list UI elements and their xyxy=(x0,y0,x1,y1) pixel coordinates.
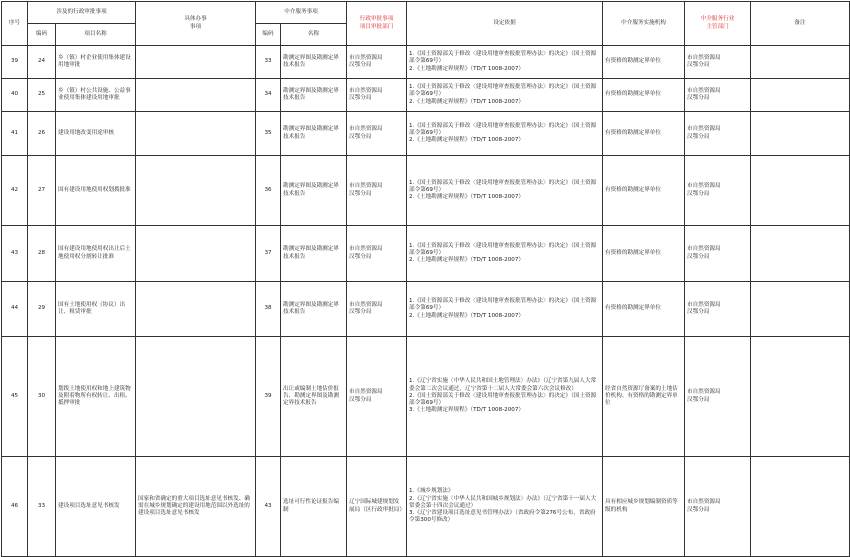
cell-inter-name: 勘测定界图及勘测定界技术报告 xyxy=(281,282,347,337)
cell-specific: 国家和省确定的重大项目选址意见书核发、确需在城乡规划确定的建设用地范围以外选址的建设项目选址意见书核发 xyxy=(136,457,256,557)
cell-specific xyxy=(136,337,256,457)
cell-name: 划拨土地使用权和地上建筑物及附着物所有权转让、出租、抵押审批 xyxy=(56,337,136,457)
cell-code: 24 xyxy=(28,46,56,79)
cell-dept: 辽宁国际城建规划发展局（区行政审批局） xyxy=(347,457,407,557)
cell-inter-code: 35 xyxy=(256,112,281,156)
cell-basis: 1.《城乡规划法》 2.《辽宁省实施〈中华人民共和国城乡规划法〉办法》（辽宁省第十一届人大常委会第十四次会议通过） 3.《辽宁省建设项目选址意见书管理办法》（省政府令第276号公布，省政府令第300号修改） xyxy=(407,457,603,557)
cell-code: 27 xyxy=(28,156,56,226)
cell-basis: 1.《国土资源部关于修改〈建设用地审查报批管理办法〉的决定》（国土资源部令第69号） 2.《土地勘测定界规程》（TD/T 1008-2007） xyxy=(407,156,603,226)
header-agency: 中介服务实施机构 xyxy=(603,2,685,46)
cell-remark xyxy=(751,156,850,226)
cell-supervisor: 市自然资源局 汉鄂分局 xyxy=(685,457,751,557)
cell-agency: 有资格的勘测定界单位 xyxy=(603,226,685,282)
table-row xyxy=(2,282,850,337)
cell-name: 建设项目选址意见书核发 xyxy=(56,457,136,557)
cell-inter-name: 勘测定界图及勘测定界技术报告 xyxy=(281,79,347,112)
cell-basis: 1.《国土资源部关于修改〈建设用地审查报批管理办法〉的决定》（国土资源部令第69号） 2.《土地勘测定界规程》（TD/T 1008-2007） xyxy=(407,282,603,337)
cell-seq: 39 xyxy=(2,46,28,79)
cell-inter-code: 34 xyxy=(256,79,281,112)
cell-seq: 44 xyxy=(2,282,28,337)
cell-dept: 市自然资源局 汉鄂分局 xyxy=(347,337,407,457)
cell-agency: 有资格的勘测定界单位 xyxy=(603,156,685,226)
cell-seq: 43 xyxy=(2,226,28,282)
cell-inter-name: 勘测定界图及勘测定界技术报告 xyxy=(281,46,347,79)
header-seq: 序号 xyxy=(2,2,28,46)
cell-specific xyxy=(136,46,256,79)
header-supervisor: 中介服务行业 主管部门 xyxy=(685,2,751,46)
cell-supervisor: 市自然资源局 汉鄂分局 xyxy=(685,46,751,79)
cell-seq: 45 xyxy=(2,337,28,457)
cell-code: 26 xyxy=(28,112,56,156)
cell-basis: 1.《国土资源部关于修改〈建设用地审查报批管理办法〉的决定》（国土资源部令第69号） 2.《土地勘测定界规程》（TD/T 1008-2007） xyxy=(407,79,603,112)
cell-specific xyxy=(136,156,256,226)
cell-agency: 有资格的勘测定界单位 xyxy=(603,46,685,79)
table-row xyxy=(2,79,850,112)
cell-supervisor: 市自然资源局 汉鄂分局 xyxy=(685,112,751,156)
cell-inter-name: 出让或编制土地估价报告、勘测定界图及勘测定界技术报告 xyxy=(281,337,347,457)
header-admin-name: 项目名称 xyxy=(56,24,136,46)
cell-basis: 1.《国土资源部关于修改〈建设用地审查报批管理办法〉的决定》（国土资源部令第69号） 2.《土地勘测定界规程》（TD/T 1008-2007） xyxy=(407,46,603,79)
cell-name: 国有建设用地使用权出让后土地使用权分割转让批准 xyxy=(56,226,136,282)
header-admin-dept: 行政审批事项 项目审批部门 xyxy=(347,2,407,46)
cell-agency: 有资格的勘测定界单位 xyxy=(603,282,685,337)
header-row-top xyxy=(2,2,850,24)
header-inter-group: 中介服务事项 xyxy=(256,2,347,24)
cell-name: 国有土地使用权（协议）出让、租赁审批 xyxy=(56,282,136,337)
table-row xyxy=(2,156,850,226)
cell-name: 乡（镇）村企业使用集体建设用地审批 xyxy=(56,46,136,79)
cell-supervisor: 市自然资源局 汉鄂分局 xyxy=(685,79,751,112)
cell-name: 建设用地改变用途审核 xyxy=(56,112,136,156)
cell-inter-name: 勘测定界图及勘测定界技术报告 xyxy=(281,156,347,226)
cell-remark xyxy=(751,46,850,79)
cell-inter-code: 37 xyxy=(256,226,281,282)
cell-inter-name: 勘测定界图及勘测定界技术报告 xyxy=(281,112,347,156)
cell-inter-name: 选址可行性论证报告编制 xyxy=(281,457,347,557)
cell-remark xyxy=(751,226,850,282)
cell-agency: 有资格的勘测定界单位 xyxy=(603,112,685,156)
header-specific: 具体办事 事项 xyxy=(136,2,256,46)
cell-dept: 市自然资源局 汉鄂分局 xyxy=(347,156,407,226)
cell-supervisor: 市自然资源局 汉鄂分局 xyxy=(685,337,751,457)
cell-seq: 46 xyxy=(2,457,28,557)
header-remark: 备注 xyxy=(751,2,850,46)
cell-specific xyxy=(136,226,256,282)
table-row xyxy=(2,226,850,282)
cell-remark xyxy=(751,282,850,337)
cell-name: 国有建设用地使用权划拨批准 xyxy=(56,156,136,226)
cell-remark xyxy=(751,79,850,112)
cell-code: 30 xyxy=(28,337,56,457)
cell-agency: 有资格的勘测定界单位 xyxy=(603,79,685,112)
cell-basis: 1.《辽宁省实施〈中华人民共和国土地管理法〉办法》（辽宁省第九届人大常委会第二次会议通过，辽宁省第十二届人大常委会第六次会议修改） 2.《国土资源部关于修改〈建设用地审查报批管理办法〉的决定》（国土资源部令第69号） 3.《土地勘测定界规程》（TD/T 1008-2007） xyxy=(407,337,603,457)
header-inter-name: 名称 xyxy=(281,24,347,46)
cell-supervisor: 市自然资源局 汉鄂分局 xyxy=(685,282,751,337)
cell-inter-code: 38 xyxy=(256,282,281,337)
cell-basis: 1.《国土资源部关于修改〈建设用地审查报批管理办法〉的决定》（国土资源部令第69号） 2.《土地勘测定界规程》（TD/T 1008-2007） xyxy=(407,226,603,282)
table-row xyxy=(2,112,850,156)
cell-agency: 具有相应城乡规划编制资质等级的机构 xyxy=(603,457,685,557)
cell-seq: 42 xyxy=(2,156,28,226)
cell-dept: 市自然资源局 汉鄂分局 xyxy=(347,282,407,337)
cell-basis: 1.《国土资源部关于修改〈建设用地审查报批管理办法〉的决定》（国土资源部令第69号） 2.《土地勘测定界规程》（TD/T 1008-2007） xyxy=(407,112,603,156)
table-row xyxy=(2,337,850,457)
cell-remark xyxy=(751,337,850,457)
cell-supervisor: 市自然资源局 汉鄂分局 xyxy=(685,226,751,282)
header-admin-code: 编码 xyxy=(28,24,56,46)
cell-name: 乡（镇）村公共设施、公益事业使用集体建设用地审批 xyxy=(56,79,136,112)
cell-code: 28 xyxy=(28,226,56,282)
cell-agency: 经省自然资源厅备案的土地估价机构、有资格的勘测定界单位 xyxy=(603,337,685,457)
cell-dept: 市自然资源局 汉鄂分局 xyxy=(347,226,407,282)
cell-code: 25 xyxy=(28,79,56,112)
cell-remark xyxy=(751,112,850,156)
cell-inter-code: 43 xyxy=(256,457,281,557)
cell-inter-name: 勘测定界图及勘测定界技术报告 xyxy=(281,226,347,282)
cell-inter-code: 39 xyxy=(256,337,281,457)
cell-code: 33 xyxy=(28,457,56,557)
cell-supervisor: 市自然资源局 汉鄂分局 xyxy=(685,156,751,226)
table-row xyxy=(2,46,850,79)
cell-seq: 41 xyxy=(2,112,28,156)
cell-specific xyxy=(136,112,256,156)
cell-dept: 市自然资源局 汉鄂分局 xyxy=(347,112,407,156)
cell-inter-code: 33 xyxy=(256,46,281,79)
intermediary-services-table xyxy=(1,1,850,557)
header-admin-group: 涉及的行政审批事项 xyxy=(28,2,136,24)
cell-seq: 40 xyxy=(2,79,28,112)
cell-dept: 市自然资源局 汉鄂分局 xyxy=(347,79,407,112)
cell-specific xyxy=(136,282,256,337)
cell-inter-code: 36 xyxy=(256,156,281,226)
header-inter-code: 编码 xyxy=(256,24,281,46)
header-basis: 设定依据 xyxy=(407,2,603,46)
cell-dept: 市自然资源局 汉鄂分局 xyxy=(347,46,407,79)
cell-code: 29 xyxy=(28,282,56,337)
cell-specific xyxy=(136,79,256,112)
